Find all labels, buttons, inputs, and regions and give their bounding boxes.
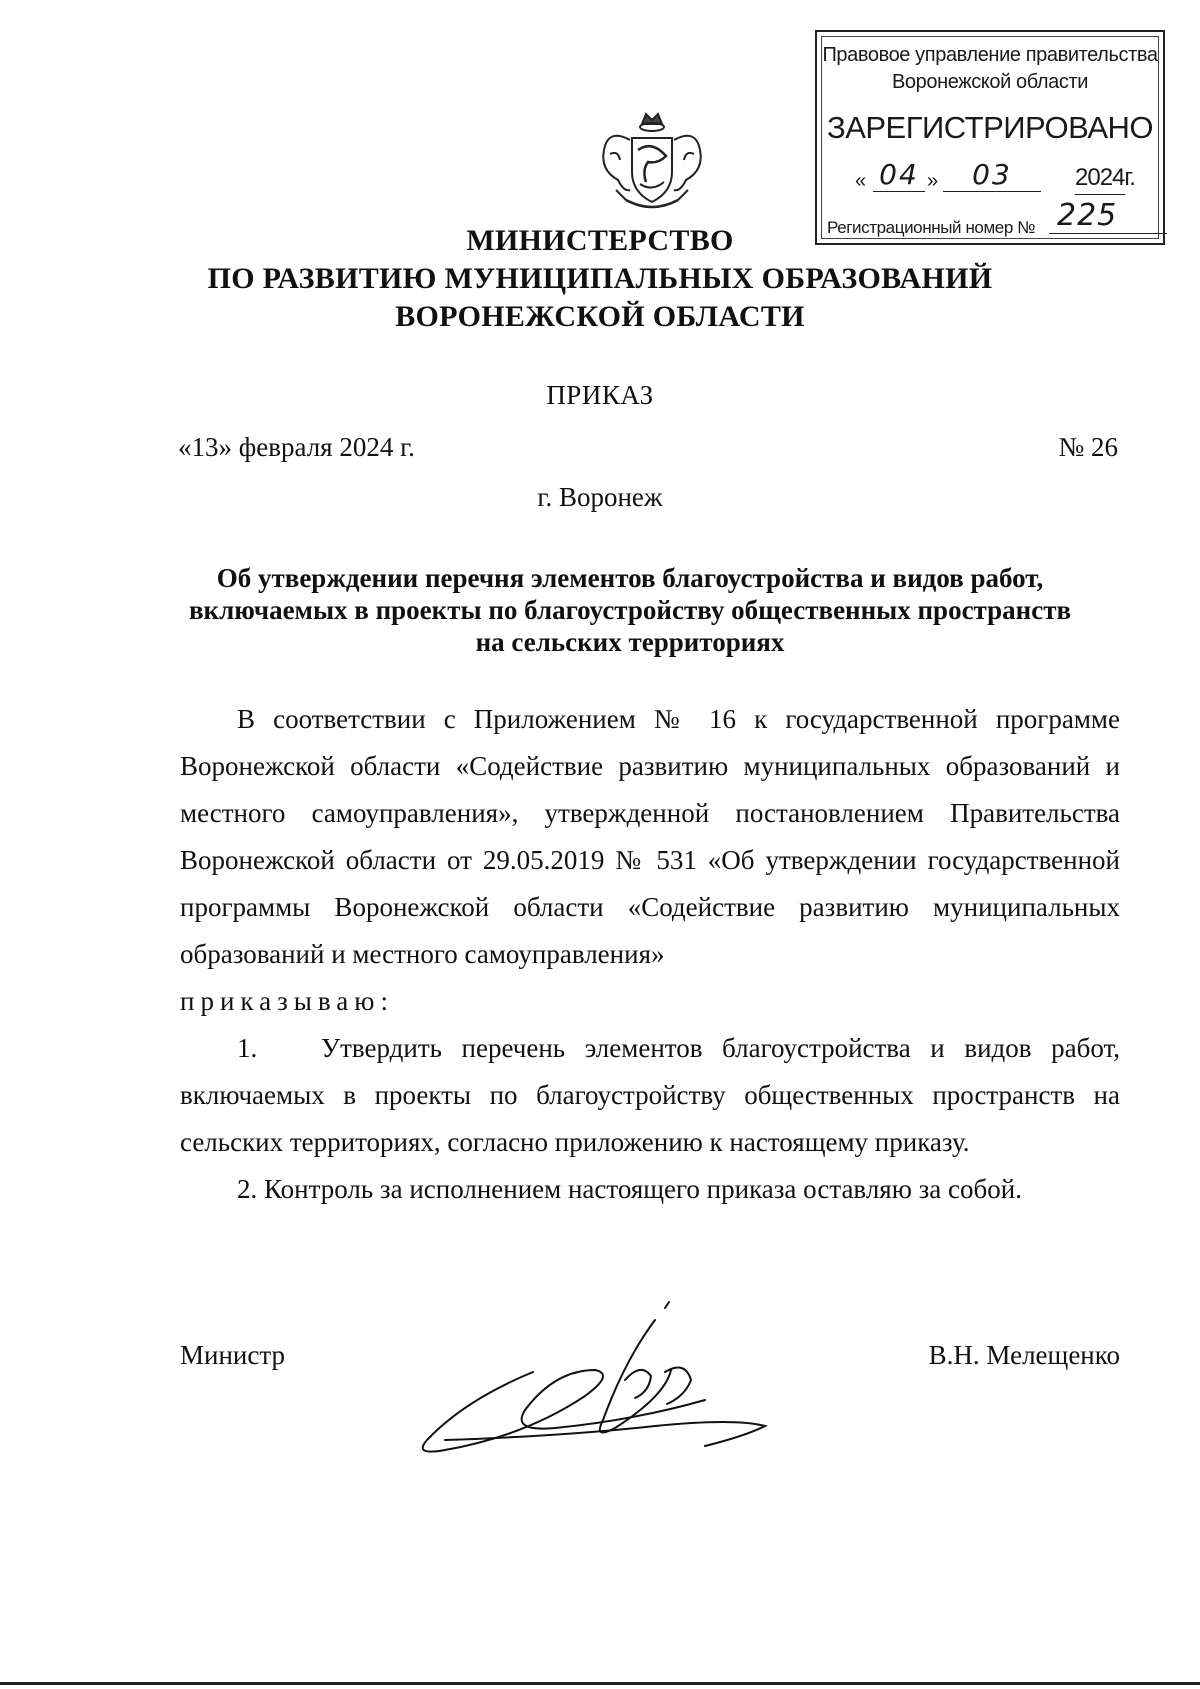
stamp-date (855, 160, 1155, 200)
coat-of-arms-icon (596, 110, 708, 216)
order-item-1-text: Утвердить перечень элементов благоустройства и видов работ, включаемых в проекты по благоустройству общественных пространств на сельских территориях, согласно приложению к настоящему приказу. (180, 1033, 1120, 1157)
stamp-day: 04 (873, 158, 925, 192)
ministry-line3: ВОРОНЕЖСКОЙ ОБЛАСТИ (395, 300, 805, 333)
order-city: г. Воронеж (537, 482, 663, 512)
order-body (180, 696, 1120, 1213)
order-date: «13» февраля 2024 г. (178, 432, 415, 462)
order-item-1 (180, 1025, 1120, 1166)
title-line1: Об утверждении перечня элементов благоустройства и видов работ, (216, 563, 1044, 593)
stamp-quote-open: « (855, 170, 867, 192)
registration-stamp (815, 30, 1165, 245)
stamp-quote-close: » (927, 170, 939, 192)
stamp-registered-label: ЗАРЕГИСТРИРОВАНО (826, 110, 1153, 145)
preamble-paragraph: В соответствии с Приложением № 16 к государственной программе Воронежской области «Содействие развитию муниципальных образований и местного самоуправления», утвержденной постановлением Правительства Воронежской области от 29.05.2019 № 531 «Об утверждении государственной программы Воронежской области «Содействие развитию муниципальных образований и местного самоуправления» (180, 704, 1120, 969)
stamp-organization (817, 42, 1163, 96)
stamp-org-line1: Правовое управление правительства (822, 44, 1158, 66)
document-type: ПРИКАЗ (546, 380, 654, 410)
stamp-year: 2024г. (1075, 164, 1135, 191)
stamp-month: 03 (943, 158, 1041, 192)
stamp-year-underline (1075, 194, 1125, 195)
page-bottom-rule (0, 1682, 1200, 1685)
ministry-name (0, 222, 1200, 336)
title-line2: включаемых в проекты по благоустройству общественных пространств (188, 595, 1072, 625)
handwritten-signature-icon (405, 1300, 785, 1460)
order-item-2: 2. Контроль за исполнением настоящего приказа оставляю за собой. (237, 1174, 1022, 1204)
ministry-line2: ПО РАЗВИТИЮ МУНИЦИПАЛЬНЫХ ОБРАЗОВАНИЙ (207, 262, 993, 295)
order-title (130, 562, 1130, 658)
ministry-line1: МИНИСТЕРСТВО (466, 224, 734, 257)
title-line3: на сельских территориях (475, 627, 785, 657)
order-number: № 26 (1058, 432, 1118, 462)
signatory-name: В.Н. Мелещенко (928, 1340, 1120, 1370)
stamp-regno-label: Регистрационный номер № (827, 218, 1036, 237)
signatory-role: Министр (180, 1340, 285, 1370)
order-item-1-number: 1. (237, 1033, 258, 1063)
order-word: приказываю: (180, 986, 394, 1016)
stamp-regno-value: 225 (1049, 198, 1167, 234)
stamp-org-line2: Воронежской области (891, 71, 1089, 93)
